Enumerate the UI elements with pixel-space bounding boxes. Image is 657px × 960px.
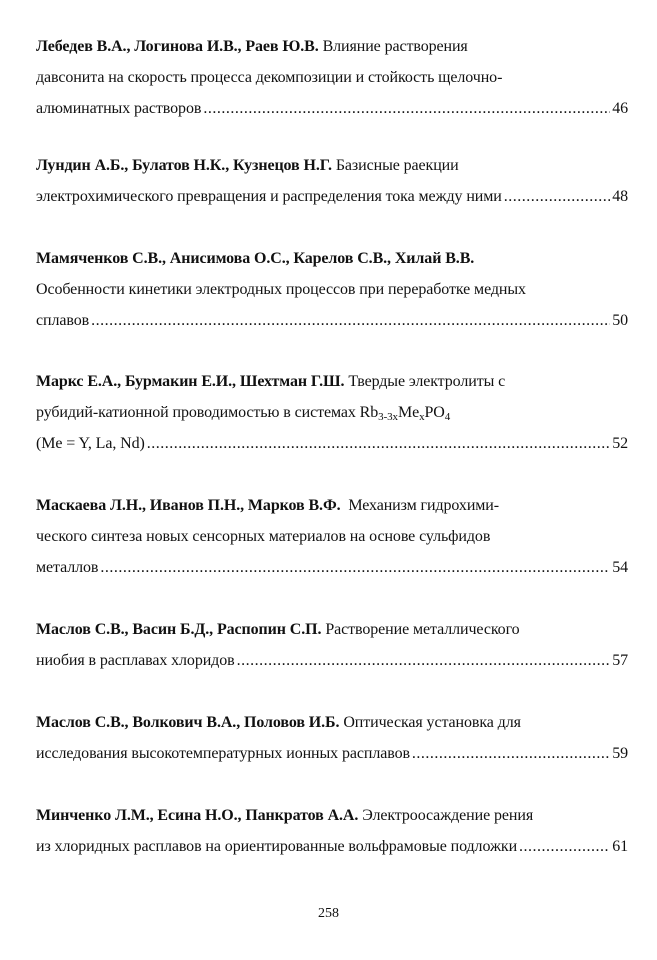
entry-title-end: ниобия в расплавах хлоридов	[36, 652, 235, 669]
entry-page-number: 61	[612, 838, 628, 855]
entry-title-line	[36, 397, 628, 428]
entry-title: Базисные раекции	[335, 157, 459, 174]
entry-title-end: алюминатных растворов	[36, 100, 202, 117]
formula-part: Me	[397, 404, 420, 421]
dot-leader	[504, 181, 610, 212]
entry-title: Механизм гидрохими-	[348, 497, 499, 514]
entry-leader-line	[36, 738, 628, 769]
entry-title: Влияние растворения	[322, 38, 468, 55]
formula-subscript: 4	[444, 411, 451, 423]
dot-leader	[237, 645, 611, 676]
entry-leader-line	[36, 645, 628, 676]
entry-title: Оптическая установка для	[343, 714, 521, 731]
entry-authors: Минченко Л.М., Есина Н.О., Панкратов А.А.	[36, 807, 359, 824]
formula-prefix: рубидий-катионной проводимостью в системах Rb	[36, 404, 379, 421]
entry-authors: Маркс Е.А., Бурмакин Е.И., Шехтман Г.Ш.	[36, 373, 345, 390]
entry-title: Растворение металлического	[325, 621, 520, 638]
page-footer-number: 258	[318, 906, 339, 921]
entry-title-end: (Me = Y, La, Nd)	[36, 435, 145, 452]
entry-authors: Маслов С.В., Волкович В.А., Половов И.Б.	[36, 714, 340, 731]
entry-page-number: 57	[612, 652, 628, 669]
entry-title: Твердые электролиты с	[348, 373, 506, 390]
entry-page-number: 52	[612, 435, 628, 452]
toc-entry	[36, 614, 628, 676]
entry-first-line	[36, 707, 628, 738]
entry-title-line: Особенности кинетики электродных процессов при переработке медных	[36, 281, 526, 298]
entry-title-line: давсонита на скорость процесса декомпозиции и стойкость щелочно-	[36, 69, 503, 86]
entry-page-number: 59	[612, 745, 628, 762]
formula-subscript: x	[419, 411, 425, 423]
entry-title-end: исследования высокотемпературных ионных расплавов	[36, 745, 410, 762]
entry-leader-line	[36, 93, 628, 124]
toc-entry	[36, 800, 628, 862]
entry-first-line	[36, 150, 628, 181]
entry-leader-line	[36, 181, 628, 212]
formula-subscript: 3-3x	[378, 411, 398, 423]
entry-leader-line	[36, 305, 628, 336]
toc-entry	[36, 150, 628, 212]
formula-part: PO	[424, 404, 445, 421]
entry-leader-line	[36, 831, 628, 862]
toc-entry	[36, 366, 628, 459]
entry-first-line	[36, 366, 628, 397]
entry-first-line	[36, 31, 628, 62]
entry-title-end: сплавов	[36, 312, 90, 329]
dot-leader	[203, 93, 610, 124]
entry-leader-line	[36, 552, 628, 583]
toc-entry	[36, 31, 628, 124]
toc-entry	[36, 490, 628, 583]
entry-first-line	[36, 800, 628, 831]
entry-first-line	[36, 614, 628, 645]
entry-authors: Лебедев В.А., Логинова И.В., Раев Ю.В.	[36, 38, 319, 55]
entry-leader-line	[36, 428, 628, 459]
entry-authors: Лундин А.Б., Булатов Н.К., Кузнецов Н.Г.	[36, 157, 332, 174]
dot-leader	[519, 831, 610, 862]
dot-leader	[147, 428, 610, 459]
entry-title-end: из хлоридных расплавов на ориентированные вольфрамовые подложки	[36, 838, 518, 855]
entry-title-end: металлов	[36, 559, 99, 576]
entry-title-line: ческого синтеза новых сенсорных материалов на основе сульфидов	[36, 528, 491, 545]
entry-page-number: 50	[612, 312, 628, 329]
entry-authors: Маслов С.В., Васин Б.Д., Распопин С.П.	[36, 621, 322, 638]
dot-leader	[91, 305, 610, 336]
toc-entry	[36, 707, 628, 769]
entry-title-end: электрохимического превращения и распределения тока между ними	[36, 188, 502, 205]
entry-first-line	[36, 490, 628, 521]
toc-entry	[36, 243, 628, 336]
entry-page-number: 46	[612, 100, 628, 117]
entry-authors: Маскаева Л.Н., Иванов П.Н., Марков В.Ф.	[36, 497, 341, 514]
entry-authors: Мамяченков С.В., Анисимова О.С., Карелов С.В., Хилай В.В.	[36, 250, 475, 267]
entry-title: Электроосаждение рения	[362, 807, 534, 824]
dot-leader	[100, 552, 610, 583]
dot-leader	[412, 738, 610, 769]
entry-page-number: 54	[612, 559, 628, 576]
entry-page-number: 48	[612, 188, 628, 205]
